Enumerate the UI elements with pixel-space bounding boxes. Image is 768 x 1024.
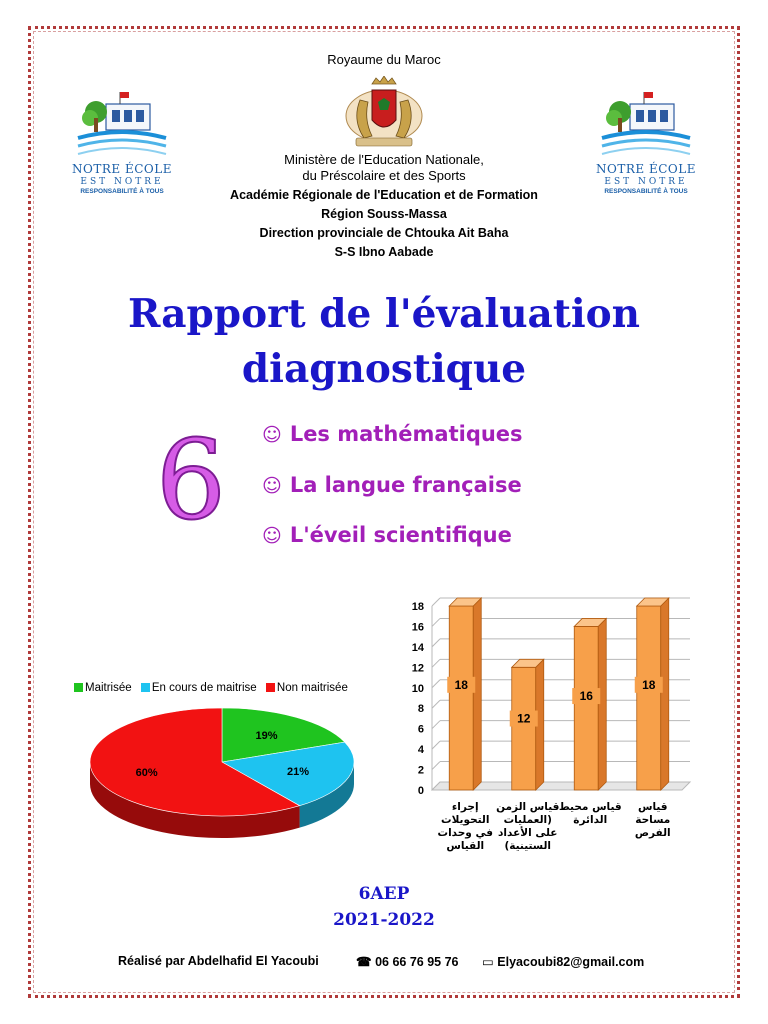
phone-icon: ☎ bbox=[356, 955, 372, 969]
subject-item bbox=[262, 523, 512, 547]
x-category-label: الدائرة bbox=[573, 814, 608, 826]
legend-item: En cours de maitrise bbox=[141, 682, 257, 694]
level-label: 6AEP bbox=[358, 884, 410, 904]
x-category-label: القياس bbox=[446, 840, 485, 852]
x-category-label: في وحدات bbox=[437, 827, 493, 839]
grid-line bbox=[432, 762, 440, 770]
grid-line bbox=[432, 721, 440, 729]
bar-side bbox=[598, 618, 606, 790]
phone-contact bbox=[356, 954, 458, 969]
y-tick-label: 2 bbox=[417, 764, 424, 777]
grid-line bbox=[432, 680, 440, 688]
logo-text-3: RESPONSABILITÉ À TOUS bbox=[604, 188, 688, 195]
school-name: S-S Ibno Aabade bbox=[334, 245, 434, 259]
region-name: Région Souss-Massa bbox=[321, 207, 447, 221]
legend-swatch bbox=[141, 683, 150, 692]
y-tick-label: 12 bbox=[411, 662, 424, 675]
computer-icon: ▭ bbox=[482, 954, 494, 969]
x-category-label: (العمليات bbox=[503, 814, 552, 826]
y-tick-label: 6 bbox=[417, 723, 424, 736]
smiley-icon: ☺ bbox=[262, 475, 282, 497]
bar-side bbox=[661, 598, 669, 790]
school-building-icon bbox=[596, 88, 696, 160]
x-category-label: على الأعداد bbox=[498, 827, 558, 839]
legend-item: Maitrisée bbox=[74, 682, 132, 694]
y-tick-label: 14 bbox=[411, 641, 424, 654]
bar bbox=[637, 606, 661, 790]
coat-of-arms-icon bbox=[342, 76, 426, 150]
subject-label: La langue française bbox=[289, 473, 522, 497]
pie-slice-label: 19% bbox=[255, 730, 278, 743]
grid-line bbox=[432, 741, 440, 749]
bar-value-label: 12 bbox=[517, 711, 531, 726]
x-category-label: الفرص bbox=[634, 827, 671, 839]
bar-value-label: 18 bbox=[454, 677, 468, 692]
email-contact bbox=[482, 954, 644, 969]
bar-value-label: 16 bbox=[579, 689, 593, 704]
x-category-label: مساحة bbox=[635, 814, 671, 826]
smiley-icon: ☺ bbox=[262, 424, 282, 446]
bar-value-label: 18 bbox=[642, 677, 656, 692]
smiley-icon: ☺ bbox=[262, 525, 282, 547]
legend-item: Non maitrisée bbox=[266, 682, 348, 694]
subject-item bbox=[262, 422, 523, 446]
grade-number: 6 bbox=[156, 416, 226, 544]
legend-swatch bbox=[266, 683, 275, 692]
school-logo-left bbox=[72, 88, 172, 198]
direction-name: Direction provinciale de Chtouka Ait Baha bbox=[259, 226, 509, 240]
academy-name: Académie Régionale de l'Education et de Formation bbox=[230, 188, 538, 202]
x-category-label: قياس محيط bbox=[558, 801, 622, 813]
ministry-line-1: Ministère de l'Education Nationale, bbox=[284, 152, 484, 167]
school-building-icon bbox=[72, 88, 172, 160]
grid-line bbox=[432, 598, 440, 606]
bar-chart bbox=[396, 592, 696, 872]
logo-text-3: RESPONSABILITÉ À TOUS bbox=[80, 188, 164, 195]
report-title-line-2: diagnostique bbox=[241, 346, 527, 392]
bar-side bbox=[473, 598, 481, 790]
subject-label: L'éveil scientifique bbox=[289, 523, 512, 547]
logo-text-2: EST NOTRE bbox=[80, 177, 164, 187]
subject-label: Les mathématiques bbox=[289, 422, 523, 446]
bar bbox=[512, 667, 536, 790]
grid-line bbox=[432, 639, 440, 647]
bar bbox=[449, 606, 473, 790]
author-credit: Réalisé par Abdelhafid El Yacoubi bbox=[118, 954, 319, 968]
y-tick-label: 8 bbox=[417, 703, 424, 716]
report-title-line-1: Rapport de l'évaluation bbox=[127, 291, 641, 337]
phone-number: 06 66 76 95 76 bbox=[375, 955, 459, 969]
y-tick-label: 16 bbox=[411, 621, 424, 634]
subject-item bbox=[262, 473, 522, 497]
bar bbox=[574, 626, 598, 790]
grid-line bbox=[432, 659, 440, 667]
x-category-label: قياس bbox=[637, 801, 668, 813]
school-logo-right bbox=[596, 88, 696, 198]
pie-legend bbox=[74, 682, 354, 694]
ministry-line-2: du Préscolaire et des Sports bbox=[302, 168, 466, 183]
y-tick-label: 10 bbox=[411, 682, 424, 695]
grid-line bbox=[432, 700, 440, 708]
logo-text-2: EST NOTRE bbox=[604, 177, 688, 187]
kingdom-name: Royaume du Maroc bbox=[327, 52, 441, 67]
grid-line bbox=[432, 618, 440, 626]
logo-text-1: NOTRE ÉCOLE bbox=[596, 162, 696, 176]
y-tick-label: 18 bbox=[411, 601, 424, 613]
x-category-label: قياس الزمن bbox=[496, 801, 560, 813]
pie-chart bbox=[84, 700, 364, 850]
y-tick-label: 4 bbox=[417, 744, 424, 757]
email-address: Elyacoubi82@gmail.com bbox=[497, 955, 645, 969]
x-category-label: إجراء bbox=[451, 801, 479, 813]
y-tick-label: 0 bbox=[417, 785, 424, 797]
x-category-label: الستينية) bbox=[504, 840, 552, 852]
x-category-label: التحويلات bbox=[441, 814, 490, 826]
pie-slice-label: 60% bbox=[135, 767, 158, 780]
school-year: 2021-2022 bbox=[333, 910, 435, 930]
pie-slice-label: 21% bbox=[287, 766, 310, 779]
logo-text-1: NOTRE ÉCOLE bbox=[72, 162, 172, 176]
legend-swatch bbox=[74, 683, 83, 692]
